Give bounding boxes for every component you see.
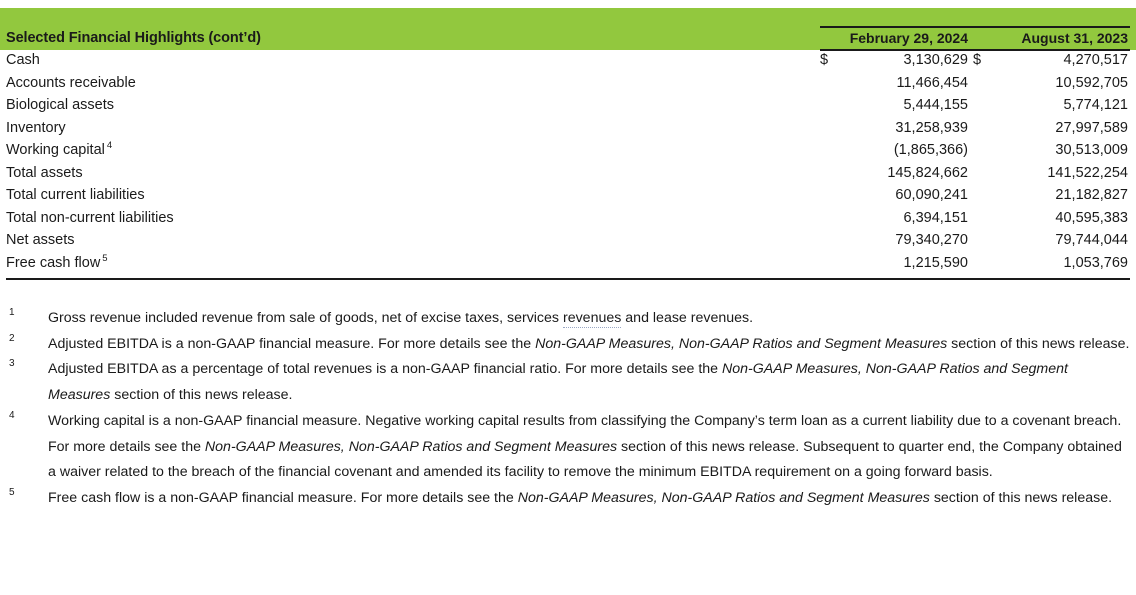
footnote-number: 5 [9,486,15,498]
footnote [0,409,1136,486]
financial-highlights-table [0,50,1136,275]
table-cell-value: 79,744,044 [1055,232,1128,248]
footnote-italic-reference: Non-GAAP Measures, Non-GAAP Ratios and Segment Measures [48,361,1068,404]
table-row [0,185,1136,208]
table-cell-value: 6,394,151 [903,209,968,226]
footnote [0,332,1136,358]
footnote-text-run: and lease revenues. [621,310,754,326]
row-label: Net assets [6,232,75,248]
table-cell-value: 11,466,454 [896,74,968,91]
footnote [0,357,1136,408]
footnote-text-run: Adjusted EBITDA is a non-GAAP financial measure. For more details see the [48,335,536,352]
footnote-text-run: section of this news release. [110,387,293,404]
footnote-text [48,409,1130,486]
table-cell-value: 27,997,589 [1055,119,1128,136]
table-bottom-rule [6,278,1130,280]
row-label: Total current liabilities [6,187,145,203]
footnote-text-run: section of this news release. [947,335,1130,352]
footnote-text-run: section of this news release. Subsequent to quarter end, the Company obtained a waiver related to the breach of the financial covenant and amended its facility to remove the minimum EBITDA requirement on a going forward basis. [48,438,1122,481]
footnote-text-run: Gross revenue included revenue from sale of goods, net of excise taxes, services [48,310,563,326]
table-cell-value: 60,090,241 [895,187,968,203]
table-row [0,253,1136,276]
footnote-number: 3 [9,358,15,370]
table-cell-value: 145,824,662 [887,164,968,181]
table-row [0,73,1136,96]
footnote [0,306,1136,332]
table-row [0,163,1136,186]
table-cell-value: 5,774,121 [1063,97,1128,113]
table-cell-value: 31,258,939 [895,119,968,136]
row-label: Working capital $^4$ [6,140,113,158]
footnote-italic-reference: Non-GAAP Measures, Non-GAAP Ratios and Segment Measures [535,335,948,352]
row-label: Accounts receivable [6,74,136,91]
table-row [0,208,1136,231]
row-label: Biological assets [6,97,114,113]
table-cell-value: 141,522,254 [1047,164,1128,181]
column-header-feb-2024: February 29, 2024 [849,30,968,46]
footnote-text-run: Free cash flow is a non-GAAP financial measure. For more details see the [48,489,518,506]
table-row [0,50,1136,73]
table-cell-value: 10,592,705 [1055,74,1128,91]
spellcheck-marked-word: revenues [562,310,622,326]
footnote-text [48,332,1130,358]
footnote [0,486,1136,512]
table-cell-value: 4,270,517 [1063,52,1128,68]
footnote-text [48,486,1130,512]
table-cell-value: 3,130,629 [903,52,968,68]
row-label: Total assets [6,164,83,181]
column-header-aug-2023: August 31, 2023 [1021,30,1128,46]
row-label: Total non-current liabilities [6,209,174,226]
footnote-italic-reference: Non-GAAP Measures, Non-GAAP Ratios and Segment Measures [204,438,618,455]
footnote-number: 4 [9,409,15,421]
footnote-text-run: section of this news release. [929,489,1113,506]
table-cell-value: 1,215,590 [903,254,968,271]
footnote-text [48,357,1130,408]
table-row [0,118,1136,141]
table-cell-value: 5,444,155 [903,97,968,113]
row-label: Cash [6,52,40,68]
row-label: Free cash flow $^5$ [6,252,108,271]
footnote-text-run: Adjusted EBITDA as a percentage of total revenues is a non-GAAP financial ratio. For more details see the [48,361,723,378]
footnote-marker: 5 [102,252,108,264]
column-header-top-rule [820,26,1130,28]
currency-symbol: $ [973,52,982,68]
table-row [0,230,1136,253]
footnotes-section [0,306,1136,512]
table-cell-value: (1,865,366) [893,142,968,158]
row-label: Inventory [6,119,66,136]
footnote-number: 1 [9,307,15,318]
table-row [0,140,1136,163]
footnote-number: 2 [9,332,15,344]
footnote-italic-reference: Non-GAAP Measures, Non-GAAP Ratios and Segment Measures [517,489,930,506]
currency-symbol: $ [820,52,829,68]
footnote-text-run: Working capital is a non-GAAP financial measure. Negative working capital results from classifying the Company’s term loan as a current liability due to a covenant breach. For more details see the [48,412,1122,455]
table-cell-value: 79,340,270 [895,232,968,248]
table-cell-value: 30,513,009 [1055,142,1128,158]
column-header-bottom-rule [820,49,1130,51]
footnote-text [48,306,1130,332]
table-row [0,95,1136,118]
table-cell-value: 40,595,383 [1055,209,1128,226]
table-cell-value: 1,053,769 [1063,254,1128,271]
table-cell-value: 21,182,827 [1055,187,1128,203]
footnote-marker: 4 [106,140,113,152]
page-title: Selected Financial Highlights (cont’d) [6,30,261,46]
